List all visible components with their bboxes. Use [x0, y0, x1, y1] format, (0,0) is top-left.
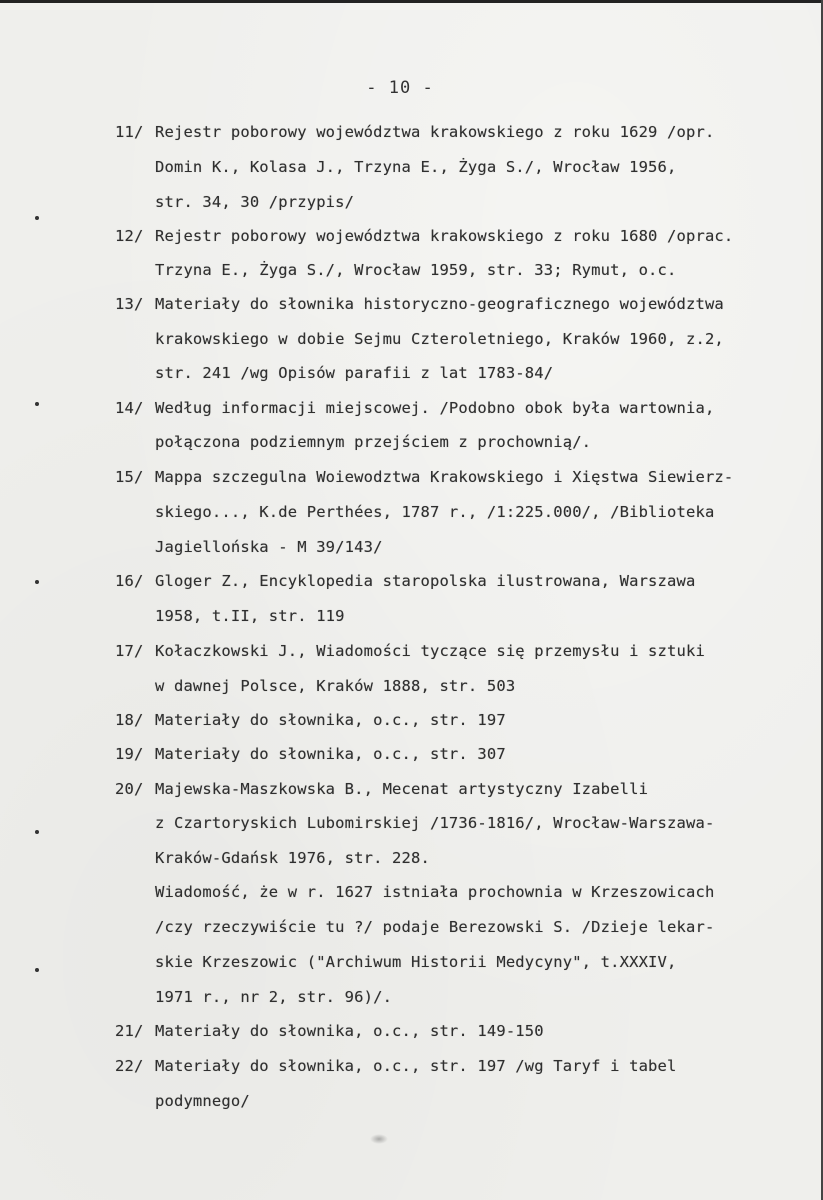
footnote-text: Wiadomość, że w r. 1627 istniała prochownia w Krzeszowicach	[155, 883, 715, 901]
footnote-text: Materiały do słownika, o.c., str. 149-150	[155, 1022, 544, 1040]
footnote-text: Materiały do słownika, o.c., str. 197	[155, 711, 506, 729]
footnote-text: Rejestr poborowy województwa krakowskiego z roku 1680 /oprac.	[155, 227, 734, 245]
footnote-number: 18/	[115, 711, 144, 729]
footnote-text: połączona podziemnym przejściem z prochownią/.	[155, 433, 592, 451]
footnote-number: 13/	[115, 295, 144, 313]
footnote-text: Według informacji miejscowej. /Podobno obok była wartownia,	[155, 399, 715, 417]
footnote-number: 14/	[115, 399, 144, 417]
footnote-text: Domin K., Kolasa J., Trzyna E., Żyga S./, Wrocław 1956,	[155, 158, 677, 176]
footnote-text: Kraków-Gdańsk 1976, str. 228.	[155, 849, 430, 867]
footnote-text: skie Krzeszowic ("Archiwum Historii Medycyny", t.XXXIV,	[155, 953, 677, 971]
footnote-text: Materiały do słownika historyczno-geograficznego województwa	[155, 295, 724, 313]
footnote-text: Mappa szczegulna Woiewodztwa Krakowskiego i Xięstwa Siewierz-	[155, 468, 734, 486]
footnote-number: 11/	[115, 123, 144, 141]
footnote-number: 22/	[115, 1057, 144, 1075]
footnote-number: 19/	[115, 745, 144, 763]
footnote-number: 15/	[115, 468, 144, 486]
page-top-edge	[0, 0, 823, 3]
footnote-number: 17/	[115, 642, 144, 660]
footnote-text: Rejestr poborowy województwa krakowskiego z roku 1629 /opr.	[155, 123, 715, 141]
footnote-number: 21/	[115, 1022, 144, 1040]
footnote-number: 20/	[115, 780, 144, 798]
margin-hole-mark	[35, 580, 39, 584]
footnote-number: 12/	[115, 227, 144, 245]
footnote-text: str. 34, 30 /przypis/	[155, 193, 355, 211]
margin-hole-mark	[35, 968, 39, 972]
margin-hole-mark	[35, 216, 39, 220]
footnote-text: podymnego/	[155, 1092, 250, 1110]
footnote-text: z Czartoryskich Lubomirskiej /1736-1816/, Wrocław-Warszawa-	[155, 814, 715, 832]
footnote-text: 1971 r., nr 2, str. 96)/.	[155, 988, 393, 1006]
footnote-number: 16/	[115, 572, 144, 590]
footnote-text: Majewska-Maszkowska B., Mecenat artystyczny Izabelli	[155, 780, 649, 798]
footnote-text: Materiały do słownika, o.c., str. 307	[155, 745, 506, 763]
footnote-text: w dawnej Polsce, Kraków 1888, str. 503	[155, 677, 516, 695]
footnote-text: Materiały do słownika, o.c., str. 197 /wg Taryf i tabel	[155, 1057, 677, 1075]
footnote-text: 1958, t.II, str. 119	[155, 607, 345, 625]
ink-smudge	[370, 1134, 388, 1144]
footnote-text: skiego..., K.de Perthées, 1787 r., /1:225.000/, /Biblioteka	[155, 503, 715, 521]
footnote-text: krakowskiego w dobie Sejmu Czteroletniego, Kraków 1960, z.2,	[155, 330, 724, 348]
footnote-text: /czy rzeczywiście tu ?/ podaje Berezowski S. /Dzieje lekar-	[155, 918, 715, 936]
footnote-text: Jagiellońska - M 39/143/	[155, 538, 383, 556]
footnote-text: str. 241 /wg Opisów parafii z lat 1783-84/	[155, 364, 554, 382]
margin-hole-mark	[35, 830, 39, 834]
margin-hole-mark	[35, 402, 39, 406]
footnote-text: Gloger Z., Encyklopedia staropolska ilustrowana, Warszawa	[155, 572, 696, 590]
footnote-text: Trzyna E., Żyga S./, Wrocław 1959, str. 33; Rymut, o.c.	[155, 261, 677, 279]
footnote-text: Kołaczkowski J., Wiadomości tyczące się przemysłu i sztuki	[155, 642, 705, 660]
page-number: - 10 -	[366, 78, 434, 98]
